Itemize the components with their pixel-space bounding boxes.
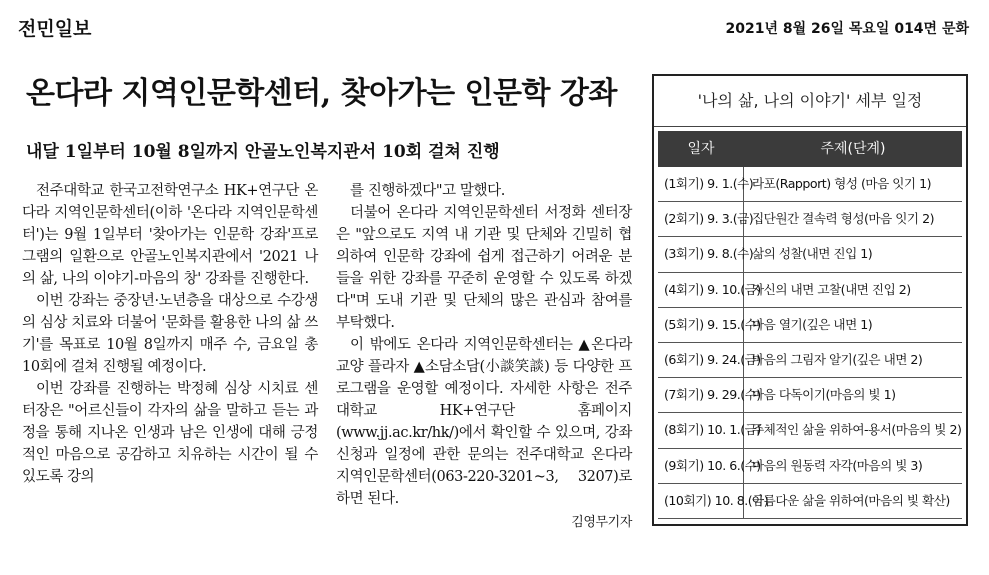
paragraph: 이번 강좌는 중장년·노년층을 대상으로 수강생의 심상 치료와 더불어 '문화를 활용한 나의 삶 쓰기'를 목표로 10월 8일까지 매주 수, 금요일 총 10회에 걸쳐 진행될 예정이다. [22, 293, 318, 375]
schedule-row [658, 167, 962, 202]
session-topic: 삶의 성찰(내면 진입 1) [752, 246, 873, 262]
publication-dateline: 2021년 8월 26일 목요일 014면 문화 [725, 21, 969, 37]
session-date: (5회기) 9. 15.(수) [658, 308, 744, 342]
paragraph: 전주대학교 한국고전학연구소 HK+연구단 온다라 지역인문학센터(이하 '온다라 지역인문학센터')는 9월 1일부터 '찾아가는 인문학 강좌'프로그램의 일환으로 안골노인복지관에서 '2021 나의 삶, 나의 이야기-마음의 창' 강좌를 진행한다. [22, 183, 318, 287]
paragraph: 이 밖에도 온다라 지역인문학센터는 ▲온다라 교양 플라자 ▲소담소담(小談笑談) 등 다양한 프로그램을 운영할 예정이다. 자세한 사항은 전주대학교 HK+연구단 홈페이지(www.jj.ac.kr/hk/)에서 확인할 수 있으며, 강좌 신청과 일정에 관한 문의는 전주대학교 온다라 지역인문학센터(063-220-3201~3, 3207)로 하면 된다. [336, 337, 632, 507]
session-topic: 라포(Rapport) 형성 (마음 잇기 1) [752, 176, 932, 191]
schedule-row [658, 237, 962, 272]
paragraph: 이번 강좌를 진행하는 박정혜 심상 시치료 센터장은 "어르신들이 각자의 삶을 말하고 듣는 과정을 통해 지나온 인생과 남은 인생에 대해 긍정적인 마음으로 공감하고 치유하는 시간이 될 수 있도록 강의 [22, 381, 318, 485]
session-date: (10회기) 10. 8.(금) [658, 484, 744, 518]
schedule-row [658, 413, 962, 448]
schedule-title: '나의 삶, 나의 이야기' 세부 일정 [654, 76, 966, 127]
session-date: (2회기) 9. 3.(금) [658, 202, 744, 236]
schedule-row [658, 202, 962, 237]
schedule-row [658, 343, 962, 378]
session-date: (6회기) 9. 24.(금) [658, 343, 744, 377]
session-topic: 아름다운 삶을 위하여(마음의 빛 확산) [752, 492, 950, 508]
schedule-row [658, 308, 962, 343]
schedule-header-row [658, 131, 962, 167]
session-topic: 주체적인 삶을 위하여-용서(마음의 빛 2) [752, 422, 962, 438]
header-topic: 주제(단계) [820, 141, 886, 157]
session-topic: 자신의 내면 고찰(내면 진입 2) [752, 281, 911, 297]
session-date: (3회기) 9. 8.(수) [658, 237, 744, 271]
session-topic: 마음 다독이기(마음의 빛 1) [752, 387, 896, 403]
schedule-row [658, 449, 962, 484]
schedule-rows [658, 167, 962, 519]
paragraph: 더불어 온다라 지역인문학센터 서정화 센터장은 "앞으로도 지역 내 기관 및 단체와 긴밀히 협의하여 인문학 강좌에 쉽게 접근하기 어려운 분들을 위한 강좌를 꾸준히 운영할 수 있도록 하겠다"며 도내 기관 및 단체의 많은 관심과 참여를 부탁했다. [336, 205, 632, 331]
article-subheadline: 내달 1일부터 10월 8일까지 안골노인복지관서 10회 걸쳐 진행 [26, 142, 500, 162]
session-date: (7회기) 9. 29.(수) [658, 378, 744, 412]
schedule-row [658, 484, 962, 519]
session-date: (4회기) 9. 10.(금) [658, 273, 744, 307]
paragraph: 를 진행하겠다"고 말했다. [350, 183, 505, 199]
article-column-2 [336, 180, 632, 534]
newspaper-name: 전민일보 [18, 18, 92, 40]
session-topic: 마음의 그림자 알기(깊은 내면 2) [752, 351, 923, 367]
schedule-row [658, 273, 962, 308]
session-date: (1회기) 9. 1.(수) [658, 167, 744, 201]
schedule-row [658, 378, 962, 413]
schedule-table [652, 74, 968, 526]
article-column-1 [22, 180, 318, 488]
session-topic: 집단원간 결속력 형성(마음 잇기 2) [752, 211, 935, 227]
header-date: 일자 [687, 141, 715, 157]
session-topic: 마음의 원동력 자각(마음의 빛 3) [752, 457, 923, 473]
reporter-byline: 김영무기자 [571, 515, 632, 530]
session-topic: 마음 열기(깊은 내면 1) [752, 316, 873, 332]
session-date: (9회기) 10. 6.(수) [658, 449, 744, 483]
article-headline: 온다라 지역인문학센터, 찾아가는 인문학 강좌 [26, 76, 617, 111]
session-date: (8회기) 10. 1.(금) [658, 413, 744, 447]
